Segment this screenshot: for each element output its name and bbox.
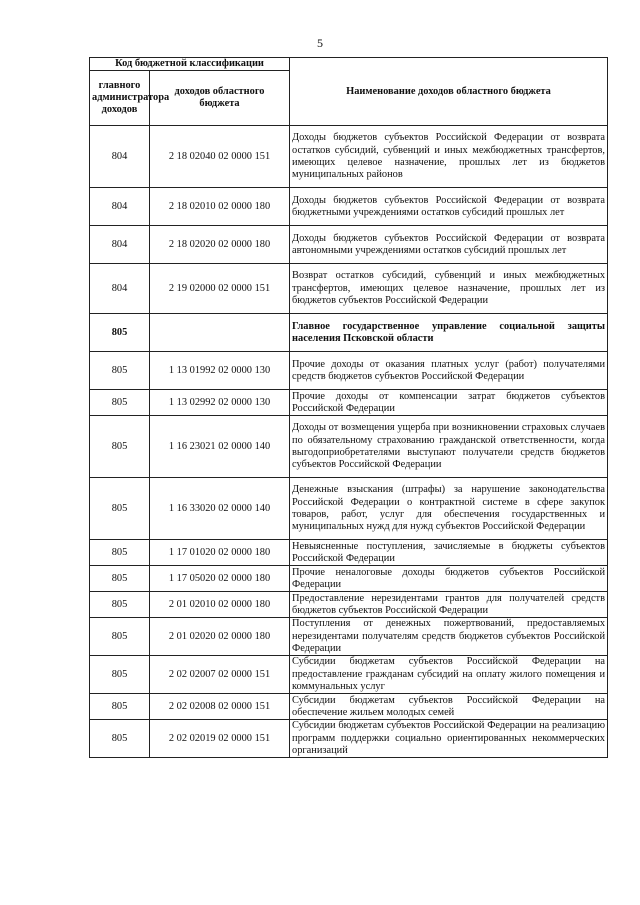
admin-code-cell: 805 (90, 720, 150, 758)
income-name-cell: Поступления от денежных пожертвований, предоставляемых нерезидентами получателям средств бюджетов субъектов Российской Федерации (290, 618, 608, 656)
income-name-cell: Доходы бюджетов субъектов Российской Федерации от возврата бюджетными учреждениями остатков субсидий прошлых лет (290, 188, 608, 226)
income-code-cell: 1 17 05020 02 0000 180 (150, 566, 290, 592)
income-name-cell: Прочие доходы от компенсации затрат бюджетов субъектов Российской Федерации (290, 390, 608, 416)
table-row (90, 618, 608, 656)
income-name-cell: Доходы от возмещения ущерба при возникновении страховых случаев по обязательному страхованию гражданской ответственности, когда выгодоприобретателями выступают получатели средств бюджетов субъектов Российской Федерации (290, 416, 608, 478)
table-row (90, 226, 608, 264)
table-row (90, 566, 608, 592)
income-code-cell: 1 16 23021 02 0000 140 (150, 416, 290, 478)
income-code-cell: 1 16 33020 02 0000 140 (150, 478, 290, 540)
table-row (90, 264, 608, 314)
income-name-cell: Субсидии бюджетам субъектов Российской Федерации на обеспечение жильем молодых семей (290, 694, 608, 720)
income-name-cell: Невыясненные поступления, зачисляемые в бюджеты субъектов Российской Федерации (290, 540, 608, 566)
admin-code-cell: 805 (90, 478, 150, 540)
admin-code-cell: 804 (90, 226, 150, 264)
table-body (90, 126, 608, 758)
income-code-cell: 2 02 02008 02 0000 151 (150, 694, 290, 720)
table-row (90, 540, 608, 566)
income-name-cell: Доходы бюджетов субъектов Российской Федерации от возврата автономными учреждениями остатков субсидий прошлых лет (290, 226, 608, 264)
income-name-cell: Главное государственное управление социальной защиты населения Псковской области (290, 314, 608, 352)
income-name-cell: Доходы бюджетов субъектов Российской Федерации от возврата остатков субсидий, субвенций и иных межбюджетных трансфертов, имеющих целевое назначение, прошлых лет из бюджетов муниципальных районов (290, 126, 608, 188)
table-row (90, 592, 608, 618)
table-row (90, 656, 608, 694)
classification-group-header: Код бюджетной классификации (90, 58, 290, 71)
income-name-cell: Предоставление нерезидентами грантов для получателей средств бюджетов субъектов Российской Федерации (290, 592, 608, 618)
admin-code-cell: 805 (90, 416, 150, 478)
table-row (90, 188, 608, 226)
admin-code-cell: 805 (90, 618, 150, 656)
income-code-cell: 1 13 01992 02 0000 130 (150, 352, 290, 390)
income-code-cell: 2 01 02020 02 0000 180 (150, 618, 290, 656)
income-code-cell: 1 17 01020 02 0000 180 (150, 540, 290, 566)
income-name-cell: Возврат остатков субсидий, субвенций и иных межбюджетных трансфертов, имеющих целевое назначение, прошлых лет из бюджетов субъектов Российской Федерации (290, 264, 608, 314)
table-row (90, 720, 608, 758)
admin-code-cell: 805 (90, 566, 150, 592)
admin-code-cell: 805 (90, 352, 150, 390)
admin-column-header (90, 71, 170, 126)
income-code-cell (150, 314, 290, 352)
income-name-cell: Прочие неналоговые доходы бюджетов субъектов Российской Федерации (290, 566, 608, 592)
admin-code-cell: 804 (90, 126, 150, 188)
name-column-header-text: Наименование доходов областного бюджета (346, 85, 551, 97)
table-row (90, 478, 608, 540)
table-row (90, 352, 608, 390)
income-code-cell: 2 19 02000 02 0000 151 (150, 264, 290, 314)
income-code-cell: 2 02 02019 02 0000 151 (150, 720, 290, 758)
income-name-cell: Субсидии бюджетам субъектов Российской Федерации на предоставление гражданам субсидий на оплату жилого помещения и коммунальных услуг (290, 656, 608, 694)
admin-column-header-text: главного администратора доходов (92, 80, 170, 116)
income-name-cell: Денежные взыскания (штрафы) за нарушение законодательства Российской Федерации о контрактной системе в сфере закупок товаров, работ, услуг для обеспечения государственных и муниципальных нужд для нужд субъектов Российской Федерации (290, 478, 608, 540)
admin-code-cell: 805 (90, 656, 150, 694)
admin-code-cell: 805 (90, 314, 150, 352)
table-row (90, 416, 608, 478)
code-column-header-text: доходов областного бюджета (174, 86, 265, 110)
income-code-cell: 2 18 02040 02 0000 151 (150, 126, 290, 188)
name-column-header (290, 58, 608, 126)
table-row (90, 126, 608, 188)
admin-code-cell: 805 (90, 694, 150, 720)
table-row (90, 694, 608, 720)
income-code-cell: 2 18 02020 02 0000 180 (150, 226, 290, 264)
admin-code-cell: 805 (90, 390, 150, 416)
admin-code-cell: 805 (90, 540, 150, 566)
code-column-header (150, 71, 290, 126)
income-name-cell: Субсидии бюджетам субъектов Российской Федерации на реализацию программ поддержки социально ориентированных некоммерческих организаций (290, 720, 608, 758)
table-row (90, 314, 608, 352)
admin-code-cell: 804 (90, 264, 150, 314)
income-code-cell: 1 13 02992 02 0000 130 (150, 390, 290, 416)
page-number: 5 (317, 36, 323, 50)
income-name-cell: Прочие доходы от оказания платных услуг (работ) получателями средств бюджетов субъектов Российской Федерации (290, 352, 608, 390)
admin-code-cell: 804 (90, 188, 150, 226)
budget-classification-table (89, 57, 608, 758)
income-code-cell: 2 02 02007 02 0000 151 (150, 656, 290, 694)
table-row (90, 390, 608, 416)
admin-code-cell: 805 (90, 592, 150, 618)
income-code-cell: 2 01 02010 02 0000 180 (150, 592, 290, 618)
income-code-cell: 2 18 02010 02 0000 180 (150, 188, 290, 226)
